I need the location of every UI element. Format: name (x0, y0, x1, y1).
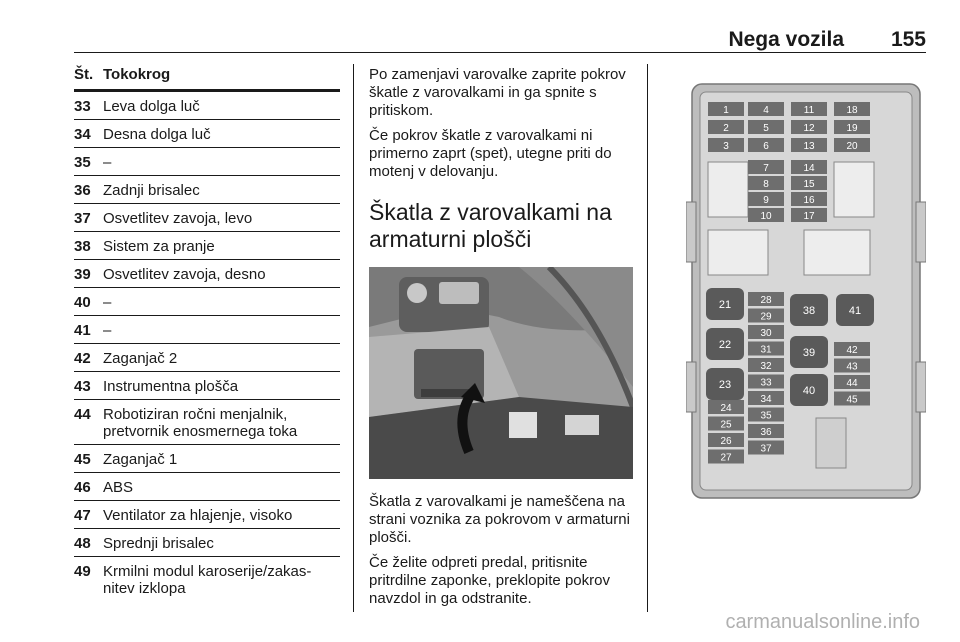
table-header (74, 66, 340, 92)
fuse-label: 22 (718, 339, 732, 351)
fuse-table (74, 66, 340, 601)
fuse-number: 42 (74, 350, 91, 367)
fuse-label: 28 (760, 295, 772, 306)
fuse-label: 40 (802, 385, 816, 397)
paragraph-location: Škatla z varovalkami je nameščena na strani voznika za pokrovom v armaturni plošči. (369, 493, 630, 546)
fuse-number: 38 (74, 238, 91, 255)
table-row (74, 204, 340, 232)
fuse-label: 21 (718, 299, 732, 311)
fuse-label: 34 (760, 394, 772, 405)
fuse-number: 43 (74, 378, 91, 395)
fuse-label: 13 (803, 141, 815, 152)
fuse-circuit: Osvetlitev zavoja, desno (103, 266, 266, 283)
fuse-number: 46 (74, 479, 91, 496)
fuse-circuit: – (103, 294, 112, 311)
table-row (74, 501, 340, 529)
fuse-number: 35 (74, 154, 91, 171)
column-header-circuit: Tokokrog (103, 66, 171, 83)
fuse-label: 31 (760, 344, 772, 356)
fuse-label: 44 (846, 378, 858, 389)
fuse-circuit: Robotiziran ročni menjalnik, pretvornik enosmernega toka (103, 406, 298, 440)
fuse-label: 32 (760, 361, 772, 372)
fuse-circuit: – (103, 322, 112, 339)
fuse-label: 6 (763, 141, 769, 152)
fuse-circuit: Instrumentna plošča (103, 378, 239, 395)
table-row (74, 372, 340, 400)
fuse-number: 47 (74, 507, 91, 524)
table-row (74, 92, 340, 120)
fuse-label: 42 (846, 345, 858, 356)
fuse-label: 2 (723, 123, 729, 134)
fuse-label: 29 (760, 311, 772, 323)
fuse-label: 7 (763, 163, 769, 174)
fuse-number: 33 (74, 98, 91, 115)
fuse-label: 36 (760, 427, 772, 438)
fuse-number: 37 (74, 210, 91, 227)
page-number: 155 (890, 28, 926, 51)
fuse-label: 41 (848, 305, 862, 317)
table-row (74, 344, 340, 372)
paragraph-open-cover: Če želite odpreti predal, pritisnite pritrdilne zaponke, preklopite pokrov navzdol in ga odstranite. (369, 554, 610, 607)
table-row (74, 232, 340, 260)
table-row (74, 148, 340, 176)
fuse-label: 19 (846, 123, 858, 134)
fuse-circuit: Sprednji brisalec (103, 535, 214, 552)
fuse-label: 37 (760, 443, 772, 455)
table-row (74, 120, 340, 148)
fuse-label: 18 (846, 105, 858, 116)
fuse-label: 27 (720, 452, 732, 464)
section-heading: Škatla z varovalkami na armaturni plošči (369, 199, 612, 252)
fuse-circuit: Osvetlitev zavoja, levo (103, 210, 253, 227)
fuse-label: 43 (846, 361, 858, 373)
fuse-label: 24 (720, 403, 732, 414)
chapter-title: Nega vozila (728, 28, 844, 51)
fuse-number: 48 (74, 535, 91, 552)
table-body (74, 92, 340, 601)
fuse-label: 10 (760, 211, 772, 222)
fuse-label: 20 (846, 141, 858, 152)
fuse-label: 26 (720, 436, 732, 447)
fuse-number: 44 (74, 406, 91, 423)
fuse-label: 12 (803, 123, 815, 134)
table-row (74, 557, 340, 601)
fuse-circuit: ABS (103, 479, 134, 496)
fuse-circuit: Zadnji brisalec (103, 182, 200, 199)
fuse-label: 33 (760, 377, 772, 389)
table-row (74, 260, 340, 288)
table-row (74, 176, 340, 204)
fuse-label: 1 (723, 105, 729, 116)
fuse-label: 23 (718, 379, 732, 391)
fuse-label: 9 (763, 195, 769, 206)
paragraph-warning: Če pokrov škatle z varovalkami ni primerno zaprt (spet), utegne priti do motenj v delovanju. (369, 127, 612, 180)
fuse-label: 45 (846, 394, 858, 406)
fuse-circuit: Leva dolga luč (103, 98, 200, 115)
fuse-label: 39 (802, 347, 816, 359)
table-row (74, 288, 340, 316)
fuse-number: 41 (74, 322, 91, 339)
fuse-circuit: Desna dolga luč (103, 126, 211, 143)
column-divider (353, 64, 354, 612)
fuse-label: 11 (803, 105, 815, 116)
fuse-number: 40 (74, 294, 91, 311)
table-row (74, 473, 340, 501)
fuse-number: 36 (74, 182, 91, 199)
page-header (74, 28, 926, 52)
fuse-label: 3 (723, 141, 729, 152)
fuse-circuit: Ventilator za hlajenje, visoko (103, 507, 293, 524)
fuse-label: 8 (763, 179, 769, 190)
column-divider (647, 64, 648, 612)
fuse-circuit: Sistem za pranje (103, 238, 215, 255)
instructions-column (369, 66, 635, 615)
table-row (74, 400, 340, 445)
fuse-circuit: Zaganjač 1 (103, 451, 178, 468)
table-row (74, 316, 340, 344)
fuse-label: 25 (720, 419, 732, 431)
fuse-label: 17 (803, 211, 815, 222)
fuse-label: 16 (803, 195, 815, 206)
fuse-label: 4 (763, 105, 769, 116)
fuse-label: 14 (803, 163, 815, 174)
fuse-number: 45 (74, 451, 91, 468)
header-rule (74, 52, 926, 53)
fuse-label: 5 (763, 123, 769, 134)
fusebox-location-photo (369, 267, 633, 479)
paragraph-close-cover: Po zamenjavi varovalke zaprite pokrov škatle z varovalkami in ga spnite s pritiskom. (369, 66, 626, 119)
fuse-label: 35 (760, 410, 772, 422)
table-row (74, 445, 340, 473)
fuse-number: 39 (74, 266, 91, 283)
column-header-number: Št. (74, 66, 94, 83)
table-row (74, 529, 340, 557)
fuse-number: 34 (74, 126, 91, 143)
fuse-label: 15 (803, 179, 815, 190)
fuse-label: 30 (760, 328, 772, 339)
fuse-number: 49 (74, 563, 91, 580)
fuse-circuit: – (103, 154, 112, 171)
fuse-circuit: Zaganjač 2 (103, 350, 178, 367)
fuse-box-diagram (686, 82, 926, 500)
watermark: carmanualsonline.info (725, 611, 920, 633)
fuse-label: 38 (802, 305, 816, 317)
fuse-circuit: Krmilni modul karoserije/zakas-nitev izklopa (103, 563, 312, 597)
